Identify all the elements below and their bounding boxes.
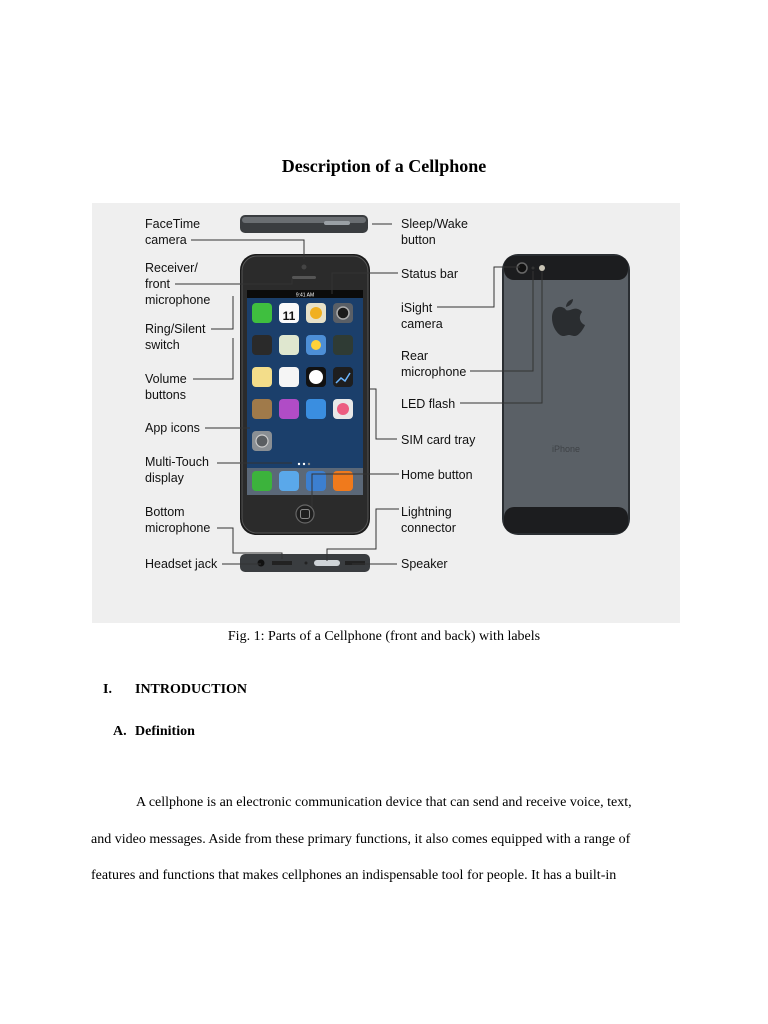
label-ring-silent-2: switch xyxy=(145,338,180,352)
label-bottom-mic-1: Bottom xyxy=(145,505,185,519)
label-facetime-1: FaceTime xyxy=(145,217,201,231)
subsection-title: Definition xyxy=(135,724,195,739)
label-rear-mic-2: microphone xyxy=(401,365,467,379)
label-isight-1: iSight xyxy=(401,301,433,315)
phone-top-edge xyxy=(240,215,368,233)
label-receiver-1: Receiver/ xyxy=(145,261,198,275)
label-sleep-wake-1: Sleep/Wake xyxy=(401,217,468,231)
left-labels xyxy=(145,217,218,571)
label-sleep-wake-2: button xyxy=(401,233,436,247)
phone-diagram-figure xyxy=(92,203,680,623)
section-title: INTRODUCTION xyxy=(135,682,248,697)
paragraph-line: and video messages. Aside from these primary functions, it also comes equipped with a range of xyxy=(91,832,631,847)
label-multitouch-2: display xyxy=(145,471,184,485)
calendar-day: 11 xyxy=(282,309,296,323)
subsection-letter: A. xyxy=(113,724,127,739)
section-number: I. xyxy=(103,682,112,697)
phone-bottom-edge xyxy=(240,554,370,572)
back-brand-label: iPhone xyxy=(551,444,581,454)
label-volume-2: buttons xyxy=(145,388,187,402)
document-title: Description of a Cellphone xyxy=(281,156,487,176)
label-headset-jack: Headset jack xyxy=(145,557,218,571)
paragraph-line: A cellphone is an electronic communication device that can send and receive voice, text, xyxy=(136,795,632,810)
label-speaker: Speaker xyxy=(401,557,448,571)
phone-diagram xyxy=(92,203,680,623)
section-heading xyxy=(103,682,247,698)
label-facetime-2: camera xyxy=(145,233,187,247)
label-volume-1: Volume xyxy=(145,372,187,386)
phone-status-time: 9:41 AM xyxy=(295,292,315,299)
phone-back xyxy=(502,254,630,535)
label-multitouch-1: Multi-Touch xyxy=(145,455,209,469)
label-lightning-2: connector xyxy=(401,521,456,535)
right-labels xyxy=(401,217,476,571)
phone-front xyxy=(240,254,370,535)
label-receiver-2: front xyxy=(145,277,171,291)
label-home-button: Home button xyxy=(401,468,473,482)
label-bottom-mic-2: microphone xyxy=(145,521,211,535)
label-ring-silent-1: Ring/Silent xyxy=(145,322,206,336)
subsection-heading xyxy=(113,724,195,740)
label-status-bar: Status bar xyxy=(401,267,458,281)
figure-caption: Fig. 1: Parts of a Cellphone (front and back) with labels xyxy=(227,629,541,644)
label-led-flash: LED flash xyxy=(401,397,456,411)
label-rear-mic-1: Rear xyxy=(401,349,429,363)
label-lightning-1: Lightning xyxy=(401,505,452,519)
label-sim-tray: SIM card tray xyxy=(401,433,476,447)
label-isight-2: camera xyxy=(401,317,443,331)
label-receiver-3: microphone xyxy=(145,293,211,307)
label-app-icons: App icons xyxy=(145,421,200,435)
paragraph-line: features and functions that makes cellphones an indispensable tool for people. It has a built-in xyxy=(91,868,617,883)
